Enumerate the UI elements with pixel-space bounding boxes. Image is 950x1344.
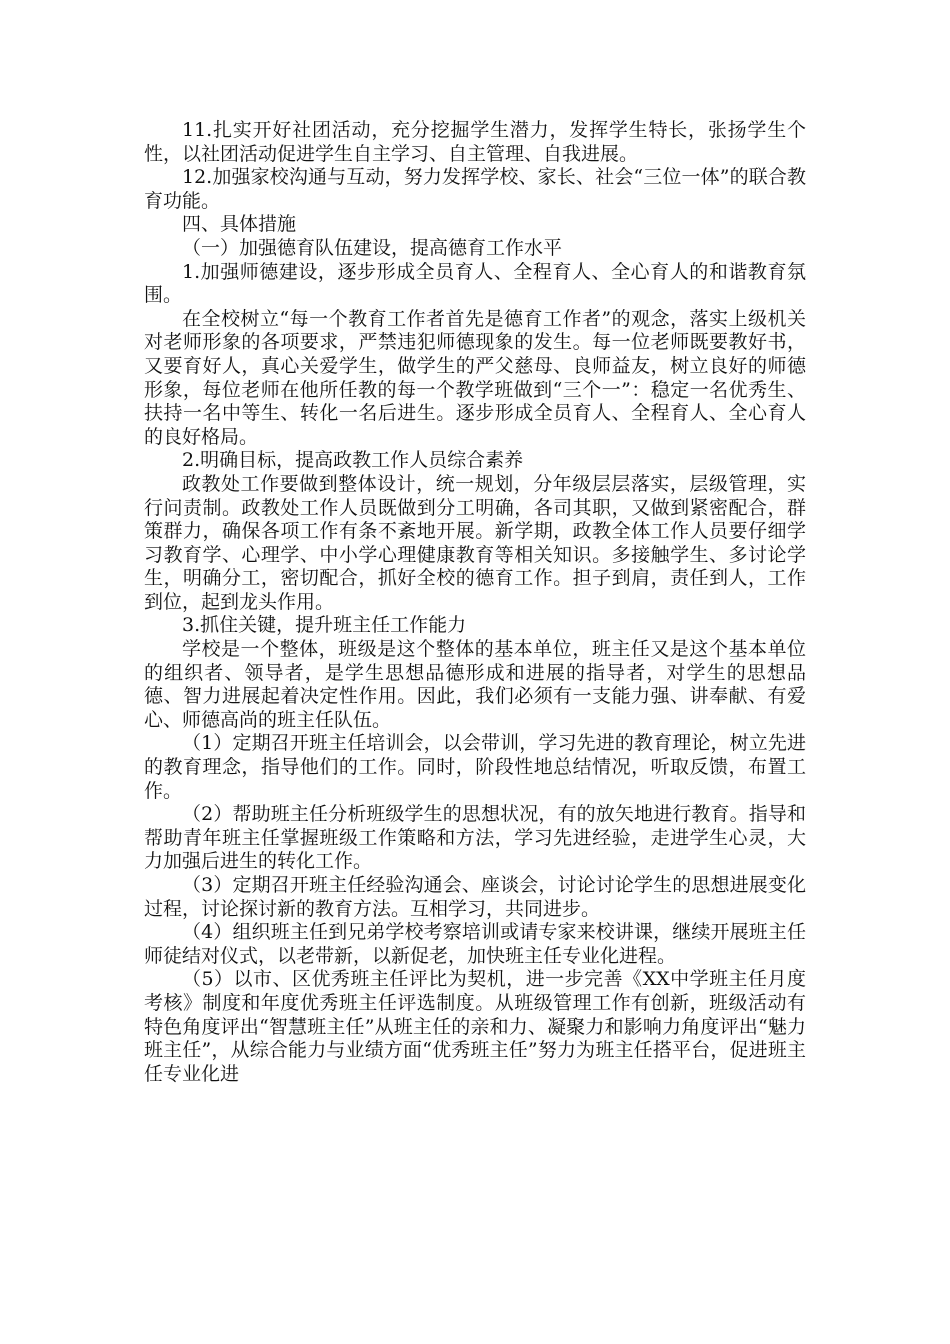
point-heading-2: 2.明确目标，提高政教工作人员综合素养 [182, 449, 524, 472]
point-heading-3: 3.抓住关键，提升班主任工作能力 [182, 614, 467, 637]
list-item-2: （2）帮助班主任分析班级学生的思想状况，有的放矢地进行教育。指导和帮助青年班主任掌握班级工作策略和方法，学习先进经验，走进学生心灵，大力加强后进生的转化工作。 [144, 803, 806, 873]
paragraph-item-12: 12.加强家校沟通与互动，努力发挥学校、家长、社会“三位一体”的联合教育功能。 [144, 166, 806, 212]
paragraph-head-teacher: 学校是一个整体，班级是这个整体的基本单位，班主任又是这个基本单位的组织者、领导者，是学生思想品德形成和进展的指导者，对学生的思想品德、智力进展起着决定性作用。因此，我们必须有一支能力强、讲奉献、有爱心、师德高尚的班主任队伍。 [144, 638, 806, 731]
section-heading-measures: 四、具体措施 [182, 213, 297, 236]
point-heading-1: 1.加强师德建设，逐步形成全员育人、全程育人、全心育人的和谐教育氛围。 [144, 260, 806, 307]
list-item-5: （5）以市、区优秀班主任评比为契机，进一步完善《XX中学班主任月度考核》制度和年度优秀班主任评选制度。从班级管理工作有创新，班级活动有特色角度评出“智慧班主任”从班主任的亲和力、凝聚力和影响力角度评出“魅力班主任”，从综合能力与业绩方面“优秀班主任”努力为班主任搭平台，促进班主任专业化进 [144, 968, 806, 1085]
paragraph-political-office: 政教处工作要做到整体设计，统一规划，分年级层层落实，层级管理，实行问责制。政教处工作人员既做到分工明确，各司其职，又做到紧密配合，群策群力，确保各项工作有条不紊地开展。新学期，政教全体工作人员要仔细学习教育学、心理学、中小学心理健康教育等相关知识。多接触学生、多讨论学生，明确分工，密切配合，抓好全校的德育工作。担子到肩，责任到人，工作到位，起到龙头作用。 [144, 472, 806, 613]
subsection-heading-1: （一）加强德育队伍建设，提高德育工作水平 [182, 236, 563, 259]
list-item-1: （1）定期召开班主任培训会，以会带训，学习先进的教育理论，树立先进的教育理念，指导他们的工作。同时，阶段性地总结情况，听取反馈，布置工作。 [144, 732, 806, 802]
list-item-4: （4）组织班主任到兄弟学校考察培训或请专家来校讲课，继续开展班主任师徒结对仪式，以老带新，以新促老，加快班主任专业化进程。 [144, 921, 806, 967]
paragraph-item-11: 11.扎实开好社团活动，充分挖掘学生潜力，发挥学生特长，张扬学生个性，以社团活动促进学生自主学习、自主管理、自我进展。 [144, 119, 806, 165]
paragraph-teacher-ethics: 在全校树立“每一个教育工作者首先是德育工作者”的观念，落实上级机关对老师形象的各项要求，严禁违犯师德现象的发生。每一位老师既要教好书，又要育好人，真心关爱学生，做学生的严父慈母、良师益友，树立良好的师德形象，每位老师在他所任教的每一个教学班做到“三个一”：稳定一名优秀生、扶持一名中等生、转化一名后进生。逐步形成全员育人、全程育人、全心育人的良好格局。 [144, 307, 806, 448]
list-item-3: （3）定期召开班主任经验沟通会、座谈会，讨论讨论学生的思想进展变化过程，讨论探讨新的教育方法。互相学习，共同进步。 [144, 874, 806, 920]
document-body [144, 119, 806, 1086]
